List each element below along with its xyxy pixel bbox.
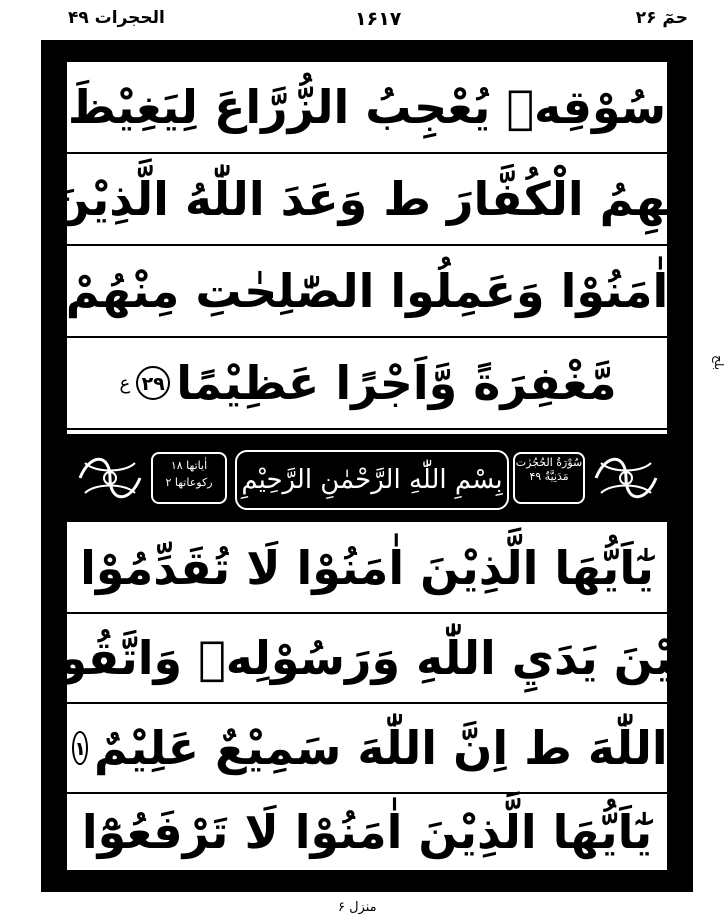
verse-line [67, 62, 667, 154]
verse-text: يٰٓاَيُّهَا الَّذِيْنَ اٰمَنُوْا لَا تَرْفَعُوْٓا [81, 805, 653, 859]
ruku-count: رکوعاتها ۲ [165, 475, 213, 489]
verse-line [42, 614, 692, 704]
verse-line [67, 338, 667, 430]
page-frame [41, 40, 693, 892]
ayah-ruku-info [151, 452, 227, 504]
bismillah-text: بِسْمِ اللّٰهِ الرَّحْمٰنِ الرَّحِيْمِ [241, 465, 503, 495]
ayah-number-marker: ۱ [72, 731, 88, 765]
page-footer [0, 898, 728, 920]
margin-marker: ﺑﻠﺢ [712, 355, 726, 371]
verse-line [67, 246, 667, 338]
surah-title: سُوْرَةُ الحُجُرٰت مَدَنِيَّةٌ ۴۹ [515, 456, 583, 483]
ayah-number-marker: ۲۹ [136, 366, 170, 400]
verse-line [67, 524, 667, 614]
page-number: ۱۶۱۷ [355, 8, 402, 30]
floral-ornament-icon [75, 448, 145, 508]
verse-text: بِهِمُ الْكُفَّارَ ط وَعَدَ اللّٰهُ الَّذِيْنَ [50, 172, 684, 226]
verse-line [50, 154, 684, 246]
surah-header-banner [65, 434, 671, 522]
verse-text: اٰمَنُوْا وَعَمِلُوا الصّٰلِحٰتِ مِنْهُمْ [65, 264, 669, 318]
surah-title-box [513, 452, 585, 504]
page-header [0, 0, 728, 40]
verse-text: يٰٓاَيُّهَا الَّذِيْنَ اٰمَنُوْا لَا تُقَدِّمُوْا [80, 541, 654, 595]
verse-text: مَّغْفِرَةً وَّاَجْرًا عَظِيْمًا [176, 356, 617, 410]
ayah-count: اٰياتها ۱۸ [170, 459, 208, 472]
text-panel [42, 60, 692, 872]
floral-ornament-icon [591, 448, 661, 508]
juz-reference: حمٓ ۲۶ [635, 8, 688, 28]
verse-text: سُوْقِهٖ يُعْجِبُ الزُّرَّاعَ لِيَغِيْظَ [67, 80, 667, 134]
verse-text: بَيْنَ يَدَيِ اللّٰهِ وَرَسُوْلِهٖ وَاتَّقُوا [42, 631, 692, 685]
manzil-label: منزل ۶ [338, 900, 377, 915]
ruku-marker: ع [119, 372, 131, 394]
surah-reference: الحجرات ۴۹ [68, 8, 165, 28]
verse-line [67, 794, 667, 870]
bismillah-panel [235, 450, 509, 510]
verse-line [67, 704, 667, 794]
verse-text: اللّٰهَ ط اِنَّ اللّٰهَ سَمِيْعٌ عَلِيْمٌ [93, 721, 668, 775]
